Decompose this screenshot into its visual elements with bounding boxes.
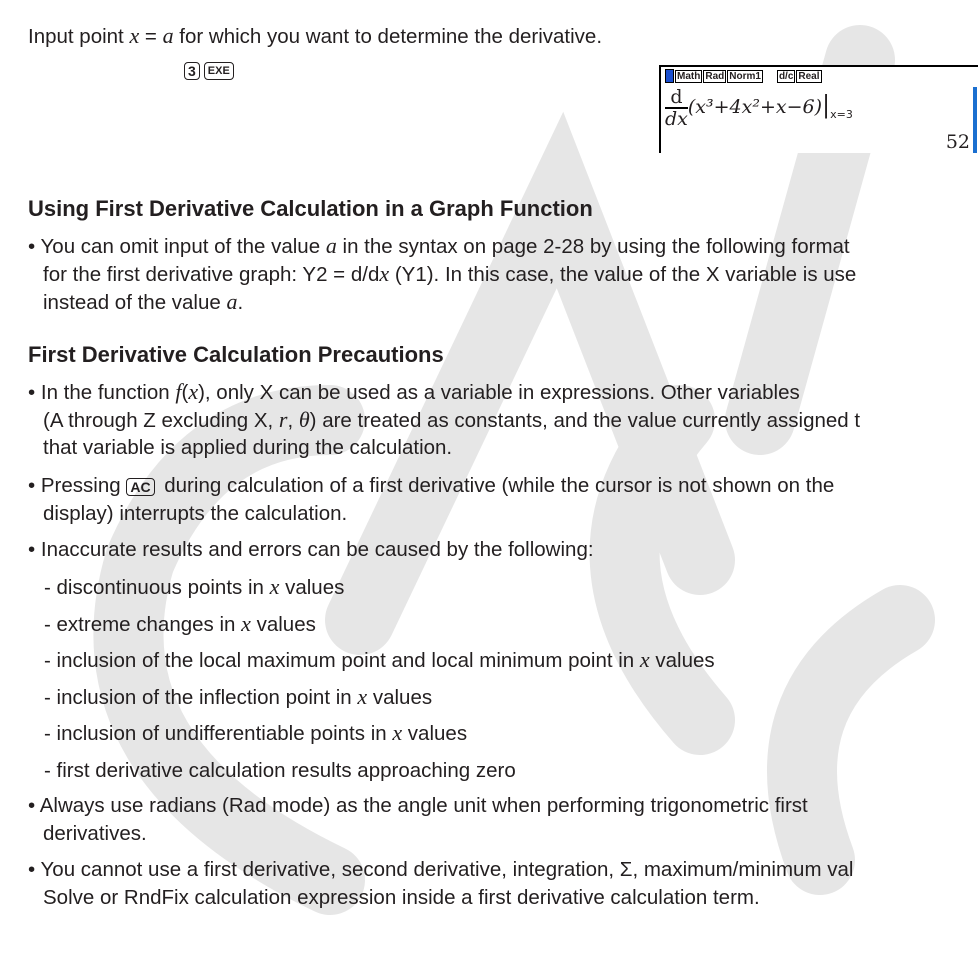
b1-line3: that variable is applied during the calculation. — [43, 436, 453, 459]
key-3: 3 — [184, 62, 200, 80]
s1-line1: • You can omit input of the value a in the syntax on page 2-28 by using the following format — [28, 233, 850, 258]
section-title-precautions: First Derivative Calculation Precautions — [28, 342, 444, 367]
b2-line2: display) interrupts the calculation. — [43, 502, 348, 525]
b2-line1: • Pressing AC during calculation of a first derivative (while the cursor is not shown on the — [28, 474, 835, 497]
b5-line2: Solve or RndFix calculation expression inside a first derivative calculation term. — [43, 886, 760, 909]
status-real: Real — [798, 70, 820, 82]
key-sequence — [184, 58, 238, 82]
intro-text: Input point x = a for which you want to determine the derivative. — [28, 23, 603, 48]
derivative-expression: $\frac{d}{dx}$ $(x^3+4x^2+x-6)|_{x=3}$ — [665, 86, 853, 130]
sub-list-item: - inclusion of the inflection point in x values — [44, 683, 433, 709]
scrollbar[interactable] — [973, 87, 977, 153]
status-bar — [665, 69, 823, 83]
status-norm1: Norm1 — [729, 70, 761, 82]
status-dc: d/c — [778, 70, 794, 82]
key-exe: EXE — [204, 62, 234, 80]
b1-line2: (A through Z excluding X, r, θ) are treated as constants, and the value currently assigned t — [43, 407, 861, 432]
sub-list-item: - inclusion of the local maximum point and local minimum point in x values — [44, 647, 715, 673]
calculator-screen — [659, 65, 978, 153]
b3-line: • Inaccurate results and errors can be caused by the following: — [28, 538, 594, 561]
s1-line2: for the first derivative graph: Y2 = d/dx (Y1). In this case, the value of the X variable is use — [43, 261, 857, 286]
b1-line1: • In the function f(x), only X can be used as a variable in expressions. Other variables — [28, 379, 800, 404]
b4-line2: derivatives. — [43, 822, 147, 845]
sub-list-item: - inclusion of undifferentiable points in x values — [44, 720, 468, 746]
result: 52 — [945, 131, 970, 153]
sub-list-item: - discontinuous points in x values — [44, 574, 345, 599]
s1-line3: instead of the value a. — [43, 289, 244, 314]
status-math: Math — [677, 70, 701, 82]
b5-line1: • You cannot use a first derivative, second derivative, integration, Σ, maximum/minimum val — [28, 858, 854, 881]
key-ac: AC — [126, 478, 154, 496]
sub-list-item: - first derivative calculation results approaching zero — [44, 759, 516, 782]
expression: (x³+4x²+x−6) — [687, 96, 823, 118]
status-rad: Rad — [705, 70, 725, 82]
battery-icon — [665, 69, 674, 83]
section-title-graph: Using First Derivative Calculation in a Graph Function — [28, 196, 593, 221]
b4-line1: • Always use radians (Rad mode) as the angle unit when performing trigonometric first — [28, 794, 808, 817]
fraction-den: dx — [665, 108, 688, 130]
sub-list-item: - extreme changes in x values — [44, 610, 316, 636]
fraction-num: d — [665, 87, 688, 109]
eval-point: x=3 — [830, 107, 853, 121]
